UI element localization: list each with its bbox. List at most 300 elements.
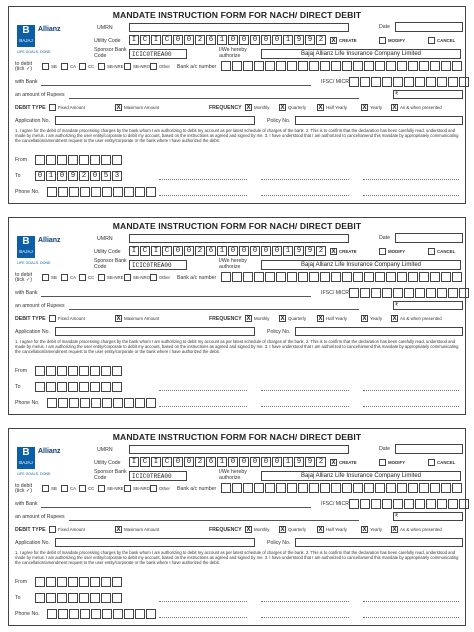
digit-box[interactable] [382,499,392,509]
other-checkbox[interactable] [150,274,157,281]
to-date-digit[interactable]: 2 [79,171,89,181]
digit-box[interactable] [349,288,359,298]
digit-box[interactable] [91,187,101,197]
digit-box[interactable] [320,61,330,71]
digit-box[interactable] [276,483,286,493]
as-presented-checkbox[interactable]: X [392,316,397,322]
digit-box[interactable] [452,272,462,282]
cc-checkbox[interactable] [79,274,86,281]
digit-box[interactable] [221,272,231,282]
utility-code-label: Utility Code [94,38,121,44]
from-date-boxes[interactable] [35,155,123,165]
create-checkbox[interactable]: X [331,249,336,255]
signature-line-1[interactable] [159,179,247,180]
digit-box[interactable] [243,272,253,282]
digit-box[interactable] [124,187,134,197]
sb-label: SB [51,486,57,491]
as-presented-checkbox[interactable]: X [392,527,397,533]
rupee-symbol: ₹ [395,513,399,519]
digit-box[interactable] [386,272,396,282]
phone-boxes[interactable] [47,187,157,197]
sbnre-checkbox[interactable] [98,63,105,70]
amount-figure-field[interactable] [393,90,463,99]
digit-box[interactable] [221,483,231,493]
digit-box[interactable] [437,288,447,298]
digit-box[interactable] [415,499,425,509]
to-date-digit[interactable] [46,382,56,392]
modify-checkbox[interactable] [379,248,386,255]
digit-box[interactable] [437,499,447,509]
ca-checkbox[interactable] [61,485,68,492]
fixed-amount-checkbox[interactable] [49,315,56,322]
digit-box[interactable] [371,288,381,298]
digit-box[interactable] [408,61,418,71]
digit-box[interactable] [265,272,275,282]
digit-box[interactable] [441,272,451,282]
digit-box[interactable] [426,77,436,87]
digit-box[interactable] [146,398,156,408]
digit-box[interactable] [69,398,79,408]
to-date-digit[interactable] [46,593,56,603]
digit-box[interactable] [430,272,440,282]
to-date-digit[interactable] [57,382,67,392]
digit-box[interactable] [371,77,381,87]
digit-box[interactable] [69,609,79,619]
sbnre-checkbox[interactable] [98,274,105,281]
digit-box[interactable] [437,77,447,87]
umrn-field[interactable] [129,23,349,32]
to-date-digit[interactable]: 5 [101,171,111,181]
digit-box[interactable] [404,288,414,298]
sponsor-code-field[interactable]: ICIC0TREA00 [129,260,187,270]
signature-line-2[interactable] [261,390,349,391]
digit-box[interactable] [80,609,90,619]
monthly-checkbox[interactable]: X [246,527,251,533]
amount-words-line[interactable] [69,309,359,310]
digit-box[interactable] [254,272,264,282]
signature-line-1[interactable] [159,601,247,602]
digit-box[interactable] [298,61,308,71]
digit-box[interactable] [441,61,451,71]
bank-name-line[interactable] [41,85,311,86]
digit-box[interactable] [382,288,392,298]
ca-checkbox[interactable] [61,63,68,70]
digit-box[interactable] [360,499,370,509]
name-line-1[interactable] [159,406,247,407]
digit-box[interactable] [68,366,78,376]
utility-code-digit: 0 [250,246,260,256]
digit-box[interactable] [90,155,100,165]
digit-box[interactable] [353,483,363,493]
utility-code-digit: I [129,246,139,256]
signature-line-2[interactable] [261,601,349,602]
sb-checkbox[interactable] [42,485,49,492]
to-date-digit[interactable]: 3 [112,171,122,181]
digit-box[interactable] [342,483,352,493]
digit-box[interactable] [364,272,374,282]
yearly-checkbox[interactable]: X [362,105,367,111]
digit-box[interactable] [298,483,308,493]
utility-code-digit: 2 [316,246,326,256]
digit-box[interactable] [146,187,156,197]
digit-box[interactable] [415,77,425,87]
digit-box[interactable] [47,187,57,197]
sbnro-checkbox[interactable] [124,485,131,492]
digit-box[interactable] [353,61,363,71]
half-yearly-checkbox[interactable]: X [318,105,323,111]
other-checkbox[interactable] [150,485,157,492]
application-no-field[interactable] [55,538,255,547]
digit-box[interactable] [35,366,45,376]
company-name-field[interactable]: Bajaj Allianz Life Insurance Company Limited [261,260,461,270]
digit-box[interactable] [426,288,436,298]
digit-box[interactable] [459,288,469,298]
ifsc-boxes[interactable] [349,77,470,87]
to-date-digit[interactable] [35,382,45,392]
digit-box[interactable] [232,483,242,493]
sbnre-checkbox[interactable] [98,485,105,492]
digit-box[interactable] [46,366,56,376]
to-date-digit[interactable]: 0 [90,171,100,181]
frequency-label: FREQUENCY [209,105,242,111]
monthly-checkbox[interactable]: X [246,105,251,111]
digit-box[interactable] [46,155,56,165]
name-line-3[interactable] [363,195,459,196]
digit-box[interactable] [90,577,100,587]
name-line-3[interactable] [363,617,459,618]
sb-checkbox[interactable] [42,63,49,70]
digit-box[interactable] [408,272,418,282]
digit-box[interactable] [232,272,242,282]
cancel-checkbox[interactable] [428,37,435,44]
digit-box[interactable] [382,77,392,87]
digit-box[interactable] [320,272,330,282]
signature-line-3[interactable] [363,179,459,180]
signature-line-3[interactable] [363,601,459,602]
half-yearly-label: Half Yearly [326,527,347,532]
cancel-checkbox[interactable] [428,459,435,466]
digit-box[interactable] [419,272,429,282]
digit-box[interactable] [135,187,145,197]
phone-boxes[interactable] [47,398,157,408]
digit-box[interactable] [375,61,385,71]
digit-box[interactable] [79,366,89,376]
digit-box[interactable] [419,483,429,493]
as-presented-checkbox[interactable]: X [392,105,397,111]
to-date-digit[interactable] [112,593,122,603]
modify-checkbox[interactable] [379,459,386,466]
digit-box[interactable] [397,483,407,493]
digit-box[interactable] [101,577,111,587]
digit-box[interactable] [349,77,359,87]
maximum-amount-checkbox[interactable]: X [116,527,121,533]
digit-box[interactable] [415,288,425,298]
digit-box[interactable] [448,499,458,509]
digit-box[interactable] [135,398,145,408]
digit-box[interactable] [58,398,68,408]
digit-box[interactable] [90,366,100,376]
to-date-digit[interactable] [57,593,67,603]
allianz-logo: Allianz [38,26,61,33]
digit-box[interactable] [448,77,458,87]
digit-box[interactable] [287,272,297,282]
digit-box[interactable] [408,483,418,493]
digit-box[interactable] [375,272,385,282]
quarterly-checkbox[interactable]: X [280,527,285,533]
bank-ac-boxes[interactable] [221,272,463,282]
sbnro-checkbox[interactable] [124,274,131,281]
digit-box[interactable] [102,187,112,197]
to-date-digit[interactable] [90,593,100,603]
maximum-amount-checkbox[interactable]: X [116,105,121,111]
digit-box[interactable] [342,61,352,71]
digit-box[interactable] [58,609,68,619]
to-date-digit[interactable] [79,382,89,392]
yearly-checkbox[interactable]: X [362,316,367,322]
to-date-boxes[interactable] [35,593,123,603]
signature-line-3[interactable] [363,390,459,391]
digit-box[interactable] [102,609,112,619]
digit-box[interactable] [124,609,134,619]
digit-box[interactable] [80,398,90,408]
bank-ac-boxes[interactable] [221,61,463,71]
bank-ac-boxes[interactable] [221,483,463,493]
digit-box[interactable] [452,61,462,71]
ifsc-boxes[interactable] [349,499,470,509]
modify-checkbox[interactable] [379,37,386,44]
digit-box[interactable] [221,61,231,71]
ifsc-boxes[interactable] [349,288,470,298]
digit-box[interactable] [79,577,89,587]
create-checkbox[interactable]: X [331,460,336,466]
digit-box[interactable] [243,61,253,71]
digit-box[interactable] [68,577,78,587]
signature-line-1[interactable] [159,390,247,391]
digit-box[interactable] [113,609,123,619]
digit-box[interactable] [265,61,275,71]
to-date-boxes[interactable] [35,171,123,181]
signature-line-2[interactable] [261,179,349,180]
amount-words-line[interactable] [69,520,359,521]
digit-box[interactable] [113,398,123,408]
half-yearly-checkbox[interactable]: X [318,316,323,322]
digit-box[interactable] [46,577,56,587]
digit-box[interactable] [254,61,264,71]
to-date-digit[interactable]: 0 [57,171,67,181]
digit-box[interactable] [360,288,370,298]
digit-box[interactable] [124,398,134,408]
digit-box[interactable] [386,483,396,493]
digit-box[interactable] [80,187,90,197]
sb-checkbox[interactable] [42,274,49,281]
digit-box[interactable] [309,483,319,493]
yearly-checkbox[interactable]: X [362,527,367,533]
umrn-field[interactable] [129,234,349,243]
digit-box[interactable] [404,77,414,87]
other-checkbox[interactable] [150,63,157,70]
digit-box[interactable] [243,483,253,493]
quarterly-checkbox[interactable]: X [280,316,285,322]
digit-box[interactable] [57,366,67,376]
digit-box[interactable] [360,77,370,87]
digit-box[interactable] [364,483,374,493]
digit-box[interactable] [35,577,45,587]
digit-box[interactable] [146,609,156,619]
digit-box[interactable] [91,398,101,408]
digit-box[interactable] [287,483,297,493]
company-name-field[interactable]: Bajaj Allianz Life Insurance Company Limited [261,49,461,59]
digit-box[interactable] [331,483,341,493]
from-date-boxes[interactable] [35,366,123,376]
digit-box[interactable] [393,288,403,298]
digit-box[interactable] [68,155,78,165]
digit-box[interactable] [276,272,286,282]
bank-name-line[interactable] [41,507,311,508]
digit-box[interactable] [112,577,122,587]
digit-box[interactable] [353,272,363,282]
fixed-amount-checkbox[interactable] [49,526,56,533]
digit-box[interactable] [298,272,308,282]
to-date-digit[interactable] [112,382,122,392]
amount-figure-field[interactable] [393,512,463,521]
maximum-amount-checkbox[interactable]: X [116,316,121,322]
digit-box[interactable] [91,609,101,619]
to-date-digit[interactable] [101,593,111,603]
digit-box[interactable] [58,187,68,197]
policy-no-field[interactable] [295,116,463,125]
cancel-checkbox[interactable] [428,248,435,255]
digit-box[interactable] [265,483,275,493]
name-line-3[interactable] [363,406,459,407]
name-line-1[interactable] [159,195,247,196]
umrn-field[interactable] [129,445,349,454]
cc-checkbox[interactable] [79,63,86,70]
name-line-1[interactable] [159,617,247,618]
name-line-2[interactable] [261,406,349,407]
digit-box[interactable] [393,77,403,87]
from-date-boxes[interactable] [35,577,123,587]
digit-box[interactable] [254,483,264,493]
phone-boxes[interactable] [47,609,157,619]
utility-code-digit: 2 [195,457,205,467]
frequency-label: FREQUENCY [209,316,242,322]
to-date-digit[interactable]: 9 [68,171,78,181]
to-date-digit[interactable] [68,593,78,603]
digit-box[interactable] [309,61,319,71]
digit-box[interactable] [69,187,79,197]
digit-box[interactable] [35,155,45,165]
quarterly-checkbox[interactable]: X [280,105,285,111]
digit-box[interactable] [320,483,330,493]
digit-box[interactable] [404,499,414,509]
digit-box[interactable] [386,61,396,71]
digit-box[interactable] [397,272,407,282]
sponsor-code-field[interactable]: ICIC0TREA00 [129,471,187,481]
bank-name-line[interactable] [41,296,311,297]
name-line-2[interactable] [261,617,349,618]
policy-no-field[interactable] [295,327,463,336]
digit-box[interactable] [371,499,381,509]
ca-checkbox[interactable] [61,274,68,281]
digit-box[interactable] [135,609,145,619]
utility-code-label: Utility Code [94,249,121,255]
yearly-label: Yearly [370,105,383,110]
monthly-checkbox[interactable]: X [246,316,251,322]
date-field[interactable] [395,233,463,243]
create-label: CREATE [339,38,357,43]
to-date-digit[interactable] [101,382,111,392]
digit-box[interactable] [364,61,374,71]
digit-box[interactable] [430,61,440,71]
digit-box[interactable] [79,155,89,165]
declaration-paragraph: 1. I agree for the debit of mandate processing charges by the bank whom I am authorizing to debit my account as per latest schedule of charges of the bank. 2. This is to confirm that the declaration has been carefully read, understood and made by me/us. I am authorizing the user entity/corporate to debit my account, based on the instructions as agreed and signed by me. 3. I have understood that I am authorized to cancel/amend this mandate by appropriately communicating the cancellation/amendment request to the user entity/corporate or the bank where I have authorized the debit. [15,339,459,354]
digit-box[interactable] [331,61,341,71]
digit-box[interactable] [112,155,122,165]
digit-box[interactable] [47,398,57,408]
application-no-field[interactable] [55,327,255,336]
to-date-boxes[interactable] [35,382,123,392]
digit-box[interactable] [47,609,57,619]
digit-box[interactable] [112,366,122,376]
digit-box[interactable] [309,272,319,282]
date-field[interactable] [395,444,463,454]
digit-box[interactable] [397,61,407,71]
cc-checkbox[interactable] [79,485,86,492]
digit-box[interactable] [331,272,341,282]
digit-box[interactable] [459,77,469,87]
to-date-digit[interactable]: 0 [35,171,45,181]
date-field[interactable] [395,22,463,32]
digit-box[interactable] [452,483,462,493]
digit-box[interactable] [441,483,451,493]
fixed-amount-checkbox[interactable] [49,104,56,111]
digit-box[interactable] [430,483,440,493]
digit-box[interactable] [287,61,297,71]
company-name-field[interactable]: Bajaj Allianz Life Insurance Company Limited [261,471,461,481]
digit-box[interactable] [57,155,67,165]
digit-box[interactable] [419,61,429,71]
digit-box[interactable] [448,288,458,298]
digit-box[interactable] [426,499,436,509]
create-checkbox[interactable]: X [331,38,336,44]
name-line-2[interactable] [261,195,349,196]
digit-box[interactable] [349,499,359,509]
digit-box[interactable] [342,272,352,282]
digit-box[interactable] [375,483,385,493]
digit-box[interactable] [113,187,123,197]
digit-box[interactable] [102,398,112,408]
sponsor-code-field[interactable]: ICIC0TREA00 [129,49,187,59]
application-no-field[interactable] [55,116,255,125]
to-date-digit[interactable] [68,382,78,392]
sbnro-checkbox[interactable] [124,63,131,70]
to-date-digit[interactable]: 1 [46,171,56,181]
digit-box[interactable] [393,499,403,509]
amount-words-line[interactable] [69,98,359,99]
half-yearly-checkbox[interactable]: X [318,527,323,533]
policy-no-field[interactable] [295,538,463,547]
digit-box[interactable] [101,366,111,376]
to-date-digit[interactable] [79,593,89,603]
digit-box[interactable] [232,61,242,71]
to-date-digit[interactable] [90,382,100,392]
digit-box[interactable] [101,155,111,165]
digit-box[interactable] [57,577,67,587]
to-date-digit[interactable] [35,593,45,603]
digit-box[interactable] [459,499,469,509]
digit-box[interactable] [276,61,286,71]
amount-figure-field[interactable] [393,301,463,310]
